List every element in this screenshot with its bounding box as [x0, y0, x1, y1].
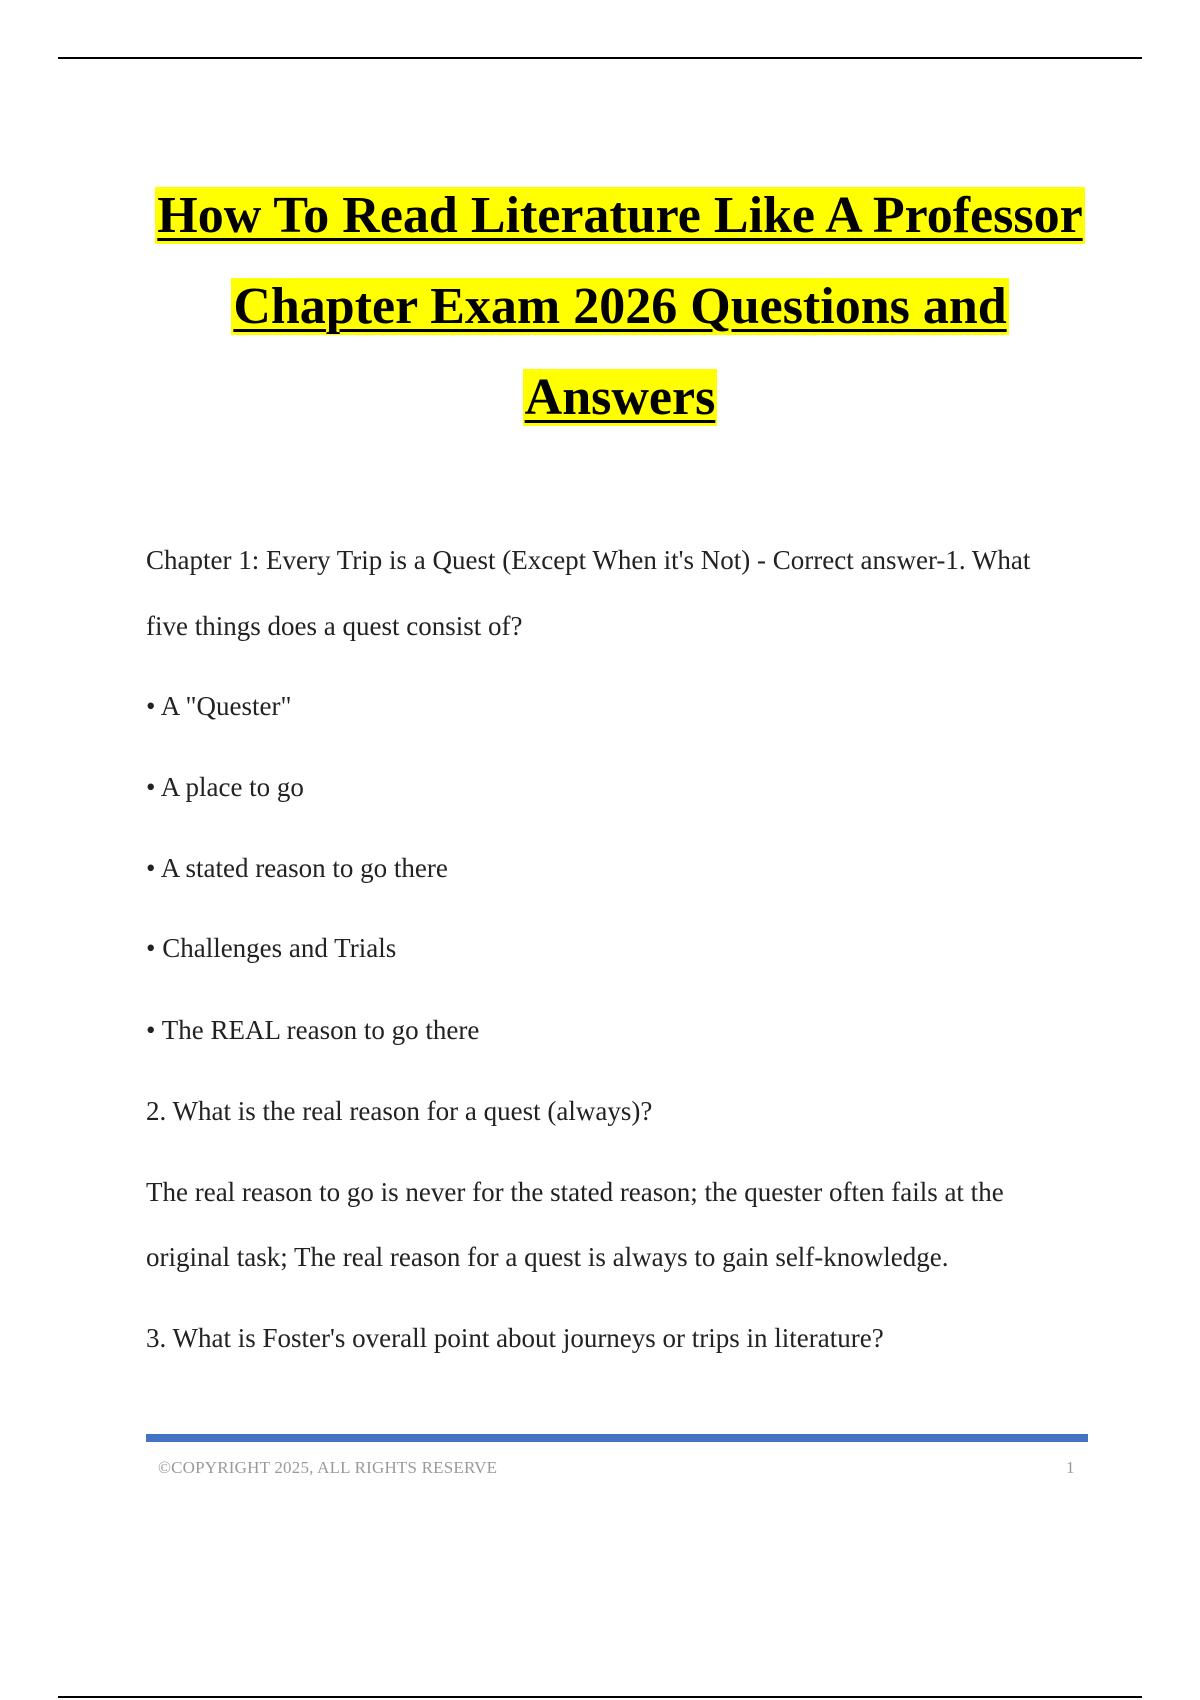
top-rule — [58, 57, 1142, 59]
title-line-2: Chapter Exam 2026 Questions and — [233, 278, 1007, 335]
bullet-item: • A stated reason to go there — [146, 853, 448, 883]
bullet-item: • Challenges and Trials — [146, 933, 397, 963]
page-number: 1 — [1066, 1458, 1075, 1477]
answer-2-line-2: original task; The real reason for a quest is always to gain self-knowledge. — [146, 1242, 949, 1272]
footer-divider — [146, 1434, 1088, 1442]
document-title — [80, 170, 1160, 443]
bullet-item: • A place to go — [146, 772, 304, 802]
question-3: 3. What is Foster's overall point about journeys or trips in literature? — [146, 1323, 884, 1353]
bullet-item: • A "Quester" — [146, 691, 292, 721]
title-line-3: Answers — [524, 369, 716, 426]
title-line-1: How To Read Literature Like A Professor — [157, 187, 1083, 244]
answer-2-line-1: The real reason to go is never for the stated reason; the quester often fails at the — [146, 1177, 1004, 1207]
question-2: 2. What is the real reason for a quest (always)? — [146, 1096, 653, 1126]
question-1-line-2: five things does a quest consist of? — [146, 611, 523, 641]
bullet-item: • The REAL reason to go there — [146, 1015, 480, 1045]
question-1-line-1: Chapter 1: Every Trip is a Quest (Except When it's Not) - Correct answer-1. What — [146, 545, 1031, 575]
copyright-notice: ©COPYRIGHT 2025, ALL RIGHTS RESERVE — [158, 1458, 498, 1477]
bottom-rule — [58, 1696, 1142, 1698]
